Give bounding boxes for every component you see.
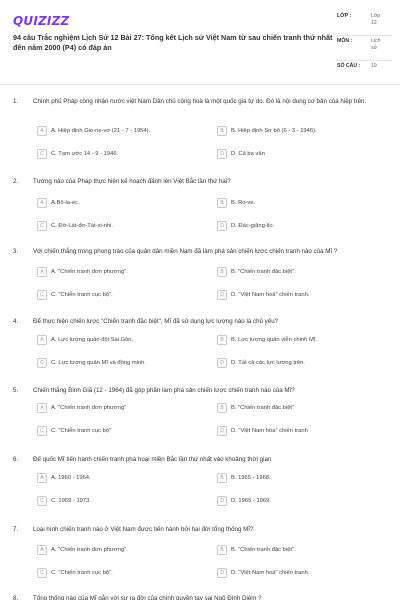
option-text: A. "Chiến tranh đơn phương" (51, 405, 127, 411)
option-text: C. Tạm ước 14 - 9 - 1946. (51, 151, 119, 157)
option-letter-box: D (217, 149, 227, 159)
option-text: C. Lực lượng quân Mĩ và đồng minh. (51, 360, 147, 366)
question-text: Để thực hiện chiến lược "Chiến tranh đặc biệt", Mĩ đã sử dụng lực lượng nào là chủ yếu? (33, 318, 279, 325)
option-letter-box: A (37, 267, 47, 277)
option-letter-box: D (217, 290, 227, 300)
question-text: Với chiến thắng trong phong trào của quân dân miền Nam đã làm phá sản chiến lược chiến tranh nào của Mĩ ? (33, 248, 338, 255)
answer-option-c[interactable] (37, 149, 118, 159)
option-text: B. "Chiến tranh đặc biệt". (231, 269, 296, 275)
answer-option-a[interactable] (37, 267, 128, 277)
option-letter-box: A (37, 198, 47, 208)
option-text: C. "Chiến tranh cục bộ". (51, 292, 113, 298)
option-text: A. 1960 - 1964. (51, 475, 91, 481)
answer-option-d[interactable] (217, 568, 309, 578)
subject-value: Lịch sử (371, 38, 381, 51)
option-text: D. "Việt Nam hoá" chiến tranh. (231, 292, 310, 298)
option-letter-box: D (217, 426, 227, 436)
option-text: B. 1965 - 1968. (231, 475, 271, 481)
question-text: Chiến thắng Bình Giã (12 - 1964) đã góp phần làm phá sản chiến lược chiến tranh nào của Mĩ? (33, 387, 295, 394)
option-text: D. "Việt Nam hoá" chiến tranh. (231, 570, 310, 576)
option-letter-box: C (37, 496, 47, 506)
answer-option-b[interactable] (217, 335, 317, 345)
option-text: A. Lực lượng quân đội Sài Gòn. (51, 337, 134, 343)
answer-option-a[interactable] (37, 473, 91, 483)
question-number: 2. (13, 178, 19, 185)
document-header (0, 0, 400, 84)
option-letter-box: C (37, 568, 47, 578)
option-letter-box: B (217, 335, 227, 345)
answer-option-c[interactable] (37, 358, 146, 368)
option-letter-box: B (217, 545, 227, 555)
question-count-value: 19 (371, 63, 377, 69)
option-letter-box: D (217, 221, 227, 231)
answer-option-d[interactable] (217, 221, 274, 231)
meta-row-count (337, 63, 392, 75)
option-letter-box: B (217, 198, 227, 208)
document-title: 94 câu Trắc nghiệm Lịch Sử 12 Bài 27: Tổng kết Lịch sử Việt Nam từ sau chiến tranh thứ nhất đến năm 2000 (P4) có đáp án (13, 33, 333, 52)
meta-divider (337, 35, 392, 36)
answer-option-b[interactable] (217, 198, 255, 208)
option-letter-box: A (37, 473, 47, 483)
question-text: Loại hình chiến tranh nào ở Việt Nam được tiến hành bởi hai đời tổng thống Mĩ? (33, 526, 254, 533)
answer-option-d[interactable] (217, 290, 309, 300)
option-text: D. Tất cả các lực lượng trên. (231, 360, 305, 366)
question-text: Chính phủ Pháp công nhận nước việt Nam Dân chủ cộng hoà là một quốc gia tự do. Đó là nội dung cơ bản của hiệp trên. (33, 98, 367, 105)
question-count-label: SỐ CÂU : (337, 63, 361, 69)
answer-option-b[interactable] (217, 403, 294, 413)
question-text: Tướng nào của Pháp thực hiện kế hoạch đánh lên Việt Bắc lần thứ hai? (33, 178, 231, 185)
answer-option-a[interactable] (37, 198, 80, 208)
option-text: A. Hiệp định Gio-ne-vơ (21 - 7 - 1954). (51, 128, 151, 134)
answer-option-a[interactable] (37, 126, 150, 136)
answer-option-a[interactable] (37, 403, 126, 413)
option-letter-box: A (37, 545, 47, 555)
option-letter-box: A (37, 335, 47, 345)
option-letter-box: B (217, 403, 227, 413)
answer-option-d[interactable] (217, 496, 271, 506)
header-divider (0, 84, 400, 85)
option-letter-box: B (217, 126, 227, 136)
option-letter-box: B (217, 267, 227, 277)
option-letter-box: A (37, 403, 47, 413)
question-text: Tổng thống nào của Mĩ gắn với sự ra đời của chính quyền tay sai Ngô Đình Diệm ? (33, 595, 262, 600)
answer-option-d[interactable] (217, 149, 265, 159)
option-letter-box: C (37, 426, 47, 436)
answer-option-d[interactable] (217, 358, 305, 368)
class-label: LỚP : (337, 13, 352, 19)
logo-text: QUIZIZZ (13, 13, 70, 28)
option-letter-box: C (37, 221, 47, 231)
option-text: A. "Chiến tranh đơn phương". (51, 269, 128, 275)
option-text: A.Bô-la-éc. (51, 200, 80, 206)
answer-option-b[interactable] (217, 473, 271, 483)
question-number: 7. (13, 526, 19, 533)
question-number: 8. (13, 595, 19, 600)
answer-option-a[interactable] (37, 545, 128, 555)
option-text: C. Đờ-Lát-đơ-Tát-xi-nhi. (51, 223, 114, 229)
question-number: 3. (13, 248, 19, 255)
option-text: B. "Chiến tranh đặc biệt". (231, 547, 296, 553)
answer-option-b[interactable] (217, 126, 317, 136)
answer-option-c[interactable] (37, 568, 113, 578)
class-value: Lớp 12 (371, 13, 381, 26)
option-text: D. 1965 - 1969. (231, 498, 271, 504)
answer-option-c[interactable] (37, 221, 113, 231)
answer-option-c[interactable] (37, 290, 113, 300)
option-letter-box: C (37, 358, 47, 368)
answer-option-d[interactable] (217, 426, 308, 436)
option-letter-box: D (217, 358, 227, 368)
question-text: Đế quốc Mĩ tiến hành chiến tranh phá hoại miền Bắc lần thứ nhất vào khoảng thời gian (33, 456, 272, 463)
option-letter-box: D (217, 568, 227, 578)
answer-option-b[interactable] (217, 267, 296, 277)
option-text: C. 1969 - 1973. (51, 498, 91, 504)
option-text: D. Đác-giăng-lio. (231, 223, 275, 229)
question-number: 6. (13, 456, 19, 463)
option-text: A. "Chiến tranh đơn phương". (51, 547, 128, 553)
meta-row-class (337, 13, 392, 38)
option-text: B. Lực lượng quân viễn chinh Mĩ. (231, 337, 317, 343)
option-text: B. "Chiến tranh đặc biệt" (231, 405, 295, 411)
option-text: B. Ro-ve. (231, 200, 256, 206)
subject-label: MÔN : (337, 38, 353, 44)
option-letter-box: A (37, 126, 47, 136)
question-number: 4. (13, 318, 19, 325)
quizizz-logo (13, 14, 69, 27)
question-number: 5. (13, 387, 19, 394)
option-letter-box: B (217, 473, 227, 483)
answer-option-b[interactable] (217, 545, 296, 555)
option-letter-box: C (37, 149, 47, 159)
meta-divider (337, 60, 392, 61)
answer-option-c[interactable] (37, 496, 91, 506)
answer-option-c[interactable] (37, 426, 111, 436)
meta-row-subject (337, 38, 392, 63)
option-text: D. "Việt Nam hóa" chiến tranh (231, 428, 308, 434)
answer-option-a[interactable] (37, 335, 133, 345)
option-letter-box: D (217, 496, 227, 506)
option-text: B. Hiệp định Sơ bộ (6 - 3 - 1946). (231, 128, 317, 134)
option-letter-box: C (37, 290, 47, 300)
option-text: D. Cả ba văn (231, 151, 265, 157)
document-meta (337, 13, 392, 75)
option-text: C. "Chiến tranh cục bộ". (51, 570, 113, 576)
question-number: 1. (13, 98, 19, 105)
option-text: C. "Chiến tranh cục bộ" (51, 428, 112, 434)
